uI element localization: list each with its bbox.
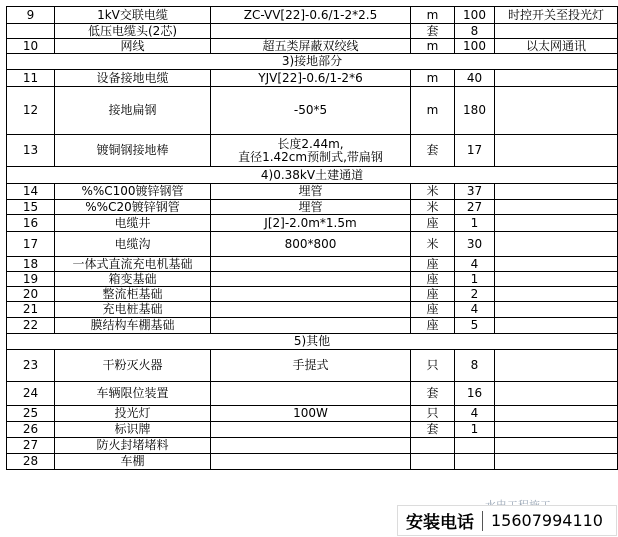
table-row <box>7 272 618 287</box>
item-unit <box>411 438 455 454</box>
table-row <box>7 39 618 54</box>
item-unit: 座 <box>411 272 455 287</box>
item-note <box>495 382 618 406</box>
item-note <box>495 184 618 200</box>
row-number: 24 <box>7 382 55 406</box>
item-note: 时控开关至投光灯 <box>495 7 618 24</box>
item-note <box>495 87 618 135</box>
banner-divider <box>482 511 483 531</box>
item-spec <box>211 318 411 334</box>
item-qty <box>455 454 495 470</box>
table-row <box>7 406 618 422</box>
item-qty: 1 <box>455 422 495 438</box>
item-note: 以太网通讯 <box>495 39 618 54</box>
item-name: 电缆沟 <box>55 232 211 257</box>
item-qty: 4 <box>455 302 495 318</box>
item-unit: 套 <box>411 24 455 39</box>
item-qty: 40 <box>455 70 495 87</box>
table-row <box>7 135 618 167</box>
item-spec: ZC-VV[22]-0.6/1-2*2.5 <box>211 7 411 24</box>
row-number: 27 <box>7 438 55 454</box>
item-name: 镀铜钢接地棒 <box>55 135 211 167</box>
item-note <box>495 135 618 167</box>
item-qty: 37 <box>455 184 495 200</box>
table-row <box>7 184 618 200</box>
item-qty: 30 <box>455 232 495 257</box>
section-title: 5)其他 <box>7 334 618 350</box>
item-spec <box>211 287 411 302</box>
item-qty: 4 <box>455 257 495 272</box>
item-name: 网线 <box>55 39 211 54</box>
table-row <box>7 287 618 302</box>
item-unit: 套 <box>411 135 455 167</box>
item-name: %%C100镀锌钢管 <box>55 184 211 200</box>
item-unit: 座 <box>411 318 455 334</box>
item-qty: 180 <box>455 87 495 135</box>
table-row <box>7 350 618 382</box>
item-spec <box>211 302 411 318</box>
item-spec: -50*5 <box>211 87 411 135</box>
item-qty: 16 <box>455 382 495 406</box>
item-name: 接地扁钢 <box>55 87 211 135</box>
item-unit: 套 <box>411 422 455 438</box>
item-spec: 埋管 <box>211 200 411 215</box>
item-spec <box>211 24 411 39</box>
item-unit: m <box>411 87 455 135</box>
item-unit: 只 <box>411 350 455 382</box>
section-header-row <box>7 167 618 184</box>
item-name: 箱变基础 <box>55 272 211 287</box>
item-qty: 4 <box>455 406 495 422</box>
table-row <box>7 200 618 215</box>
row-number: 28 <box>7 454 55 470</box>
row-number: 21 <box>7 302 55 318</box>
banner-label: 安装电话 <box>406 513 474 533</box>
item-unit: 米 <box>411 200 455 215</box>
item-qty: 100 <box>455 7 495 24</box>
item-unit: 座 <box>411 287 455 302</box>
item-unit: m <box>411 7 455 24</box>
item-name: 防火封堵堵料 <box>55 438 211 454</box>
row-number <box>7 24 55 39</box>
item-name: 车辆限位装置 <box>55 382 211 406</box>
item-name: 1kV交联电缆 <box>55 7 211 24</box>
item-spec: J[2]-2.0m*1.5m <box>211 215 411 232</box>
item-note <box>495 287 618 302</box>
item-spec: 长度2.44m, 直径1.42cm预制式,带扁钢 <box>211 135 411 167</box>
item-name: 设备接地电缆 <box>55 70 211 87</box>
item-note <box>495 257 618 272</box>
item-spec: YJV[22]-0.6/1-2*6 <box>211 70 411 87</box>
section-header-row <box>7 334 618 350</box>
item-name: %%C20镀锌钢管 <box>55 200 211 215</box>
item-spec <box>211 272 411 287</box>
item-note <box>495 318 618 334</box>
item-unit: m <box>411 39 455 54</box>
item-spec <box>211 382 411 406</box>
item-spec: 埋管 <box>211 184 411 200</box>
row-number: 15 <box>7 200 55 215</box>
table-row <box>7 257 618 272</box>
item-note <box>495 406 618 422</box>
table-row <box>7 438 618 454</box>
item-spec <box>211 422 411 438</box>
item-name: 标识牌 <box>55 422 211 438</box>
row-number: 22 <box>7 318 55 334</box>
item-spec: 100W <box>211 406 411 422</box>
item-name: 低压电缆头(2芯) <box>55 24 211 39</box>
item-spec: 超五类屏蔽双绞线 <box>211 39 411 54</box>
item-unit: m <box>411 70 455 87</box>
item-unit <box>411 454 455 470</box>
table-row <box>7 318 618 334</box>
materials-table-container <box>6 6 617 470</box>
item-note <box>495 302 618 318</box>
item-spec: 手提式 <box>211 350 411 382</box>
table-row <box>7 24 618 39</box>
table-row <box>7 70 618 87</box>
row-number: 23 <box>7 350 55 382</box>
item-name: 车棚 <box>55 454 211 470</box>
table-row <box>7 302 618 318</box>
item-name: 充电桩基础 <box>55 302 211 318</box>
item-spec <box>211 257 411 272</box>
table-row <box>7 454 618 470</box>
item-spec: 800*800 <box>211 232 411 257</box>
row-number: 10 <box>7 39 55 54</box>
item-unit: 座 <box>411 257 455 272</box>
row-number: 11 <box>7 70 55 87</box>
item-note <box>495 438 618 454</box>
table-row <box>7 422 618 438</box>
item-note <box>495 350 618 382</box>
item-note <box>495 24 618 39</box>
materials-table-body <box>7 7 618 470</box>
table-row <box>7 382 618 406</box>
row-number: 12 <box>7 87 55 135</box>
item-name: 电缆井 <box>55 215 211 232</box>
item-name: 膜结构车棚基础 <box>55 318 211 334</box>
materials-table <box>6 6 618 470</box>
install-phone-banner <box>397 505 617 536</box>
row-number: 26 <box>7 422 55 438</box>
item-qty: 17 <box>455 135 495 167</box>
section-header-row <box>7 54 618 70</box>
item-qty <box>455 438 495 454</box>
item-name: 投光灯 <box>55 406 211 422</box>
item-note <box>495 232 618 257</box>
item-qty: 1 <box>455 215 495 232</box>
item-qty: 5 <box>455 318 495 334</box>
item-unit: 米 <box>411 232 455 257</box>
row-number: 13 <box>7 135 55 167</box>
row-number: 25 <box>7 406 55 422</box>
section-title: 3)接地部分 <box>7 54 618 70</box>
item-note <box>495 422 618 438</box>
row-number: 20 <box>7 287 55 302</box>
item-qty: 2 <box>455 287 495 302</box>
item-unit: 套 <box>411 382 455 406</box>
item-unit: 座 <box>411 215 455 232</box>
item-qty: 8 <box>455 350 495 382</box>
item-note <box>495 215 618 232</box>
section-title: 4)0.38kV土建通道 <box>7 167 618 184</box>
item-qty: 100 <box>455 39 495 54</box>
table-row <box>7 215 618 232</box>
row-number: 14 <box>7 184 55 200</box>
item-note <box>495 454 618 470</box>
row-number: 16 <box>7 215 55 232</box>
row-number: 18 <box>7 257 55 272</box>
item-note <box>495 200 618 215</box>
item-note <box>495 70 618 87</box>
item-qty: 27 <box>455 200 495 215</box>
item-spec <box>211 438 411 454</box>
item-name: 一体式直流充电机基础 <box>55 257 211 272</box>
item-unit: 米 <box>411 184 455 200</box>
item-qty: 1 <box>455 272 495 287</box>
item-unit: 只 <box>411 406 455 422</box>
row-number: 9 <box>7 7 55 24</box>
banner-phone: 15607994110 <box>491 511 603 530</box>
table-row <box>7 87 618 135</box>
row-number: 19 <box>7 272 55 287</box>
item-note <box>495 272 618 287</box>
item-spec <box>211 454 411 470</box>
row-number: 17 <box>7 232 55 257</box>
item-unit: 座 <box>411 302 455 318</box>
table-row <box>7 7 618 24</box>
item-name: 干粉灭火器 <box>55 350 211 382</box>
item-name: 整流柜基础 <box>55 287 211 302</box>
item-qty: 8 <box>455 24 495 39</box>
table-row <box>7 232 618 257</box>
